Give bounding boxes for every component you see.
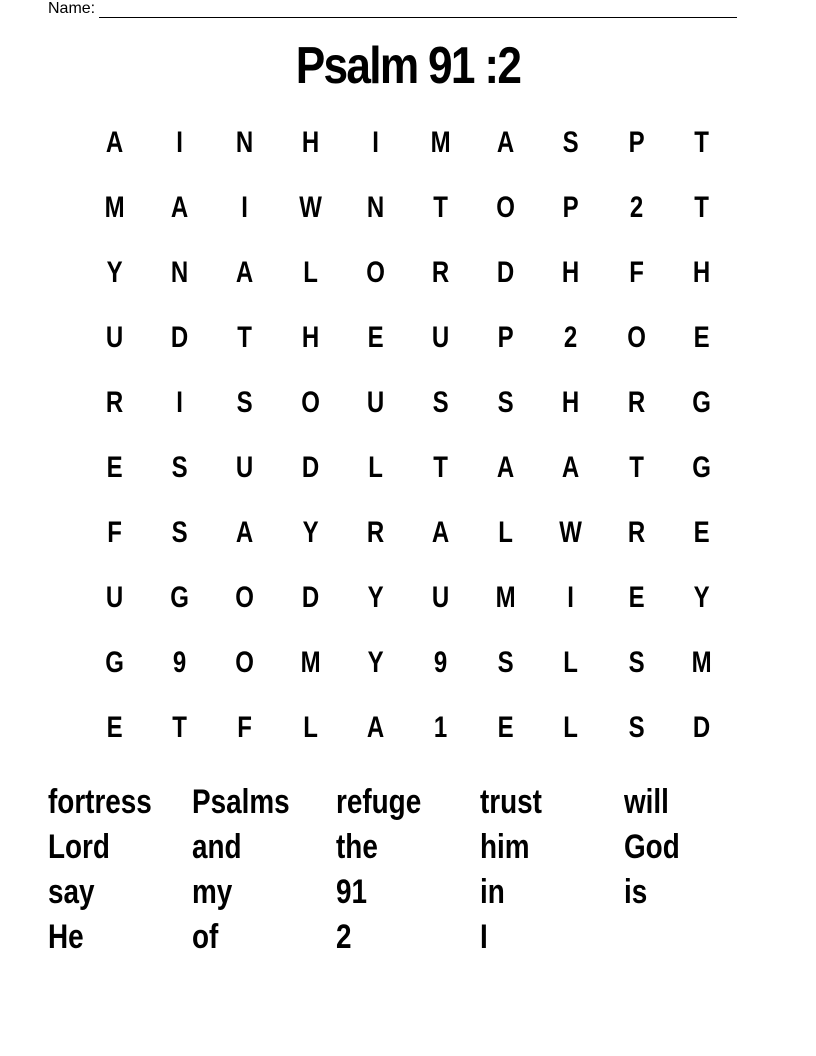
grid-letter: A xyxy=(366,711,385,744)
grid-letter: Y xyxy=(367,581,384,614)
word-list-item: is xyxy=(624,873,648,911)
grid-letter: T xyxy=(693,126,709,159)
grid-letter: Y xyxy=(302,516,319,549)
grid-letter: E xyxy=(628,581,645,614)
grid-letter: 9 xyxy=(173,646,187,679)
grid-letter: D xyxy=(171,321,189,354)
grid-letter: R xyxy=(366,516,385,549)
grid-letter: S xyxy=(628,646,645,679)
grid-letter: A xyxy=(236,516,254,549)
grid-letter: W xyxy=(298,191,322,224)
grid-letter: H xyxy=(692,256,710,289)
name-field xyxy=(48,0,737,18)
grid-letter: A xyxy=(236,256,254,289)
grid-row xyxy=(82,240,734,305)
word-list-item: the xyxy=(336,828,378,866)
grid-letter: T xyxy=(172,711,188,744)
grid-letter: L xyxy=(563,711,579,744)
grid-letter: D xyxy=(497,256,515,289)
grid-letter: E xyxy=(106,451,123,484)
grid-letter: T xyxy=(237,321,253,354)
grid-letter: D xyxy=(692,711,710,744)
grid-letter: 1 xyxy=(433,711,448,744)
grid-letter: R xyxy=(431,256,450,289)
grid-letter: A xyxy=(562,451,580,484)
grid-letter: M xyxy=(691,646,712,679)
page-title: Psalm 91 :2 xyxy=(295,37,521,95)
grid-letter: U xyxy=(366,386,385,419)
grid-letter: D xyxy=(301,451,319,484)
word-list-item: say xyxy=(48,873,95,911)
grid-letter: 9 xyxy=(433,646,448,679)
grid-letter: L xyxy=(498,516,514,549)
grid-letter: W xyxy=(559,516,583,549)
grid-letter: H xyxy=(301,321,319,354)
word-column xyxy=(624,780,768,960)
grid-letter: S xyxy=(171,516,188,549)
grid-letter: I xyxy=(176,126,184,159)
grid-letter: I xyxy=(567,581,575,614)
grid-row xyxy=(82,110,734,175)
name-underline xyxy=(99,3,737,18)
word-list-item: Lord xyxy=(48,828,110,866)
grid-letter: R xyxy=(627,516,645,549)
grid-letter: T xyxy=(433,451,448,484)
grid-letter: S xyxy=(432,386,449,419)
word-list-item: him xyxy=(480,828,530,866)
grid-letter: G xyxy=(105,646,124,679)
grid-row xyxy=(82,175,734,240)
word-list-item: refuge xyxy=(336,783,422,821)
word-column xyxy=(336,780,480,960)
grid-letter: S xyxy=(497,646,514,679)
grid-letter: O xyxy=(496,191,516,224)
grid-letter: I xyxy=(241,191,249,224)
grid-letter: Y xyxy=(106,256,123,289)
grid-letter: L xyxy=(368,451,383,484)
grid-letter: S xyxy=(171,451,188,484)
grid-letter: T xyxy=(433,191,448,224)
word-list-item: I xyxy=(480,918,488,956)
grid-letter: U xyxy=(236,451,254,484)
grid-letter: U xyxy=(431,581,450,614)
grid-letter: F xyxy=(107,516,122,549)
word-column xyxy=(192,780,336,960)
grid-letter: F xyxy=(237,711,253,744)
word-list-item: and xyxy=(192,828,242,866)
grid-letter: D xyxy=(301,581,319,614)
grid-letter: 2 xyxy=(629,191,643,224)
grid-letter: L xyxy=(563,646,579,679)
grid-letter: T xyxy=(693,191,709,224)
grid-letter: U xyxy=(105,581,124,614)
grid-letter: P xyxy=(628,126,645,159)
grid-letter: E xyxy=(367,321,384,354)
grid-row xyxy=(82,500,734,565)
grid-row xyxy=(82,435,734,500)
grid-row xyxy=(82,370,734,435)
grid-letter: U xyxy=(105,321,124,354)
grid-letter: Y xyxy=(367,646,384,679)
grid-letter: A xyxy=(431,516,450,549)
grid-letter: N xyxy=(366,191,385,224)
grid-letter: G xyxy=(691,451,711,484)
grid-letter: A xyxy=(497,126,515,159)
grid-letter: G xyxy=(170,581,190,614)
grid-letter: I xyxy=(372,126,379,159)
word-column xyxy=(48,780,192,960)
word-list-item: Psalms xyxy=(192,783,290,821)
grid-letter: H xyxy=(301,126,319,159)
grid-letter: P xyxy=(497,321,514,354)
grid-row xyxy=(82,630,734,695)
grid-letter: A xyxy=(497,451,515,484)
grid-letter: M xyxy=(104,191,125,224)
grid-letter: N xyxy=(236,126,254,159)
grid-letter: S xyxy=(562,126,579,159)
grid-letter: F xyxy=(628,256,644,289)
grid-letter: H xyxy=(562,386,580,419)
grid-letter: A xyxy=(171,191,189,224)
grid-letter: R xyxy=(105,386,124,419)
grid-letter: M xyxy=(300,646,321,679)
grid-letter: O xyxy=(300,386,320,419)
word-list-item: 2 xyxy=(336,918,352,956)
word-list-item: in xyxy=(480,873,505,911)
grid-letter: S xyxy=(236,386,253,419)
word-list-item: fortress xyxy=(48,783,152,821)
name-label: Name: xyxy=(48,0,96,17)
grid-letter: E xyxy=(497,711,514,744)
word-list-item: God xyxy=(624,828,680,866)
grid-letter: M xyxy=(430,126,451,159)
grid-row xyxy=(82,565,734,630)
word-list xyxy=(48,780,768,960)
grid-letter: M xyxy=(495,581,516,614)
grid-letter: N xyxy=(171,256,189,289)
grid-letter: T xyxy=(628,451,644,484)
grid-letter: U xyxy=(431,321,450,354)
grid-letter: G xyxy=(691,386,711,419)
grid-letter: E xyxy=(693,321,710,354)
grid-letter: O xyxy=(366,256,385,289)
grid-letter: P xyxy=(562,191,579,224)
grid-letter: Y xyxy=(693,581,710,614)
grid-letter: L xyxy=(302,711,318,744)
grid-letter: O xyxy=(235,646,255,679)
grid-letter: I xyxy=(176,386,184,419)
grid-letter: S xyxy=(497,386,514,419)
grid-letter: A xyxy=(105,126,124,159)
grid-letter: H xyxy=(562,256,580,289)
grid-row xyxy=(82,695,734,760)
grid-letter: O xyxy=(235,581,255,614)
grid-letter: E xyxy=(106,711,123,744)
word-search-grid xyxy=(82,110,734,760)
grid-letter: S xyxy=(628,711,645,744)
word-list-item: 91 xyxy=(336,873,368,911)
word-column xyxy=(480,780,624,960)
word-list-item: will xyxy=(624,783,669,821)
word-list-item: trust xyxy=(480,783,542,821)
grid-letter: O xyxy=(626,321,646,354)
word-list-item: my xyxy=(192,873,233,911)
grid-letter: E xyxy=(693,516,710,549)
grid-letter: 2 xyxy=(564,321,578,354)
word-list-item: He xyxy=(48,918,84,956)
grid-letter: L xyxy=(302,256,318,289)
word-list-item: of xyxy=(192,918,219,956)
grid-row xyxy=(82,305,734,370)
grid-letter: R xyxy=(627,386,645,419)
